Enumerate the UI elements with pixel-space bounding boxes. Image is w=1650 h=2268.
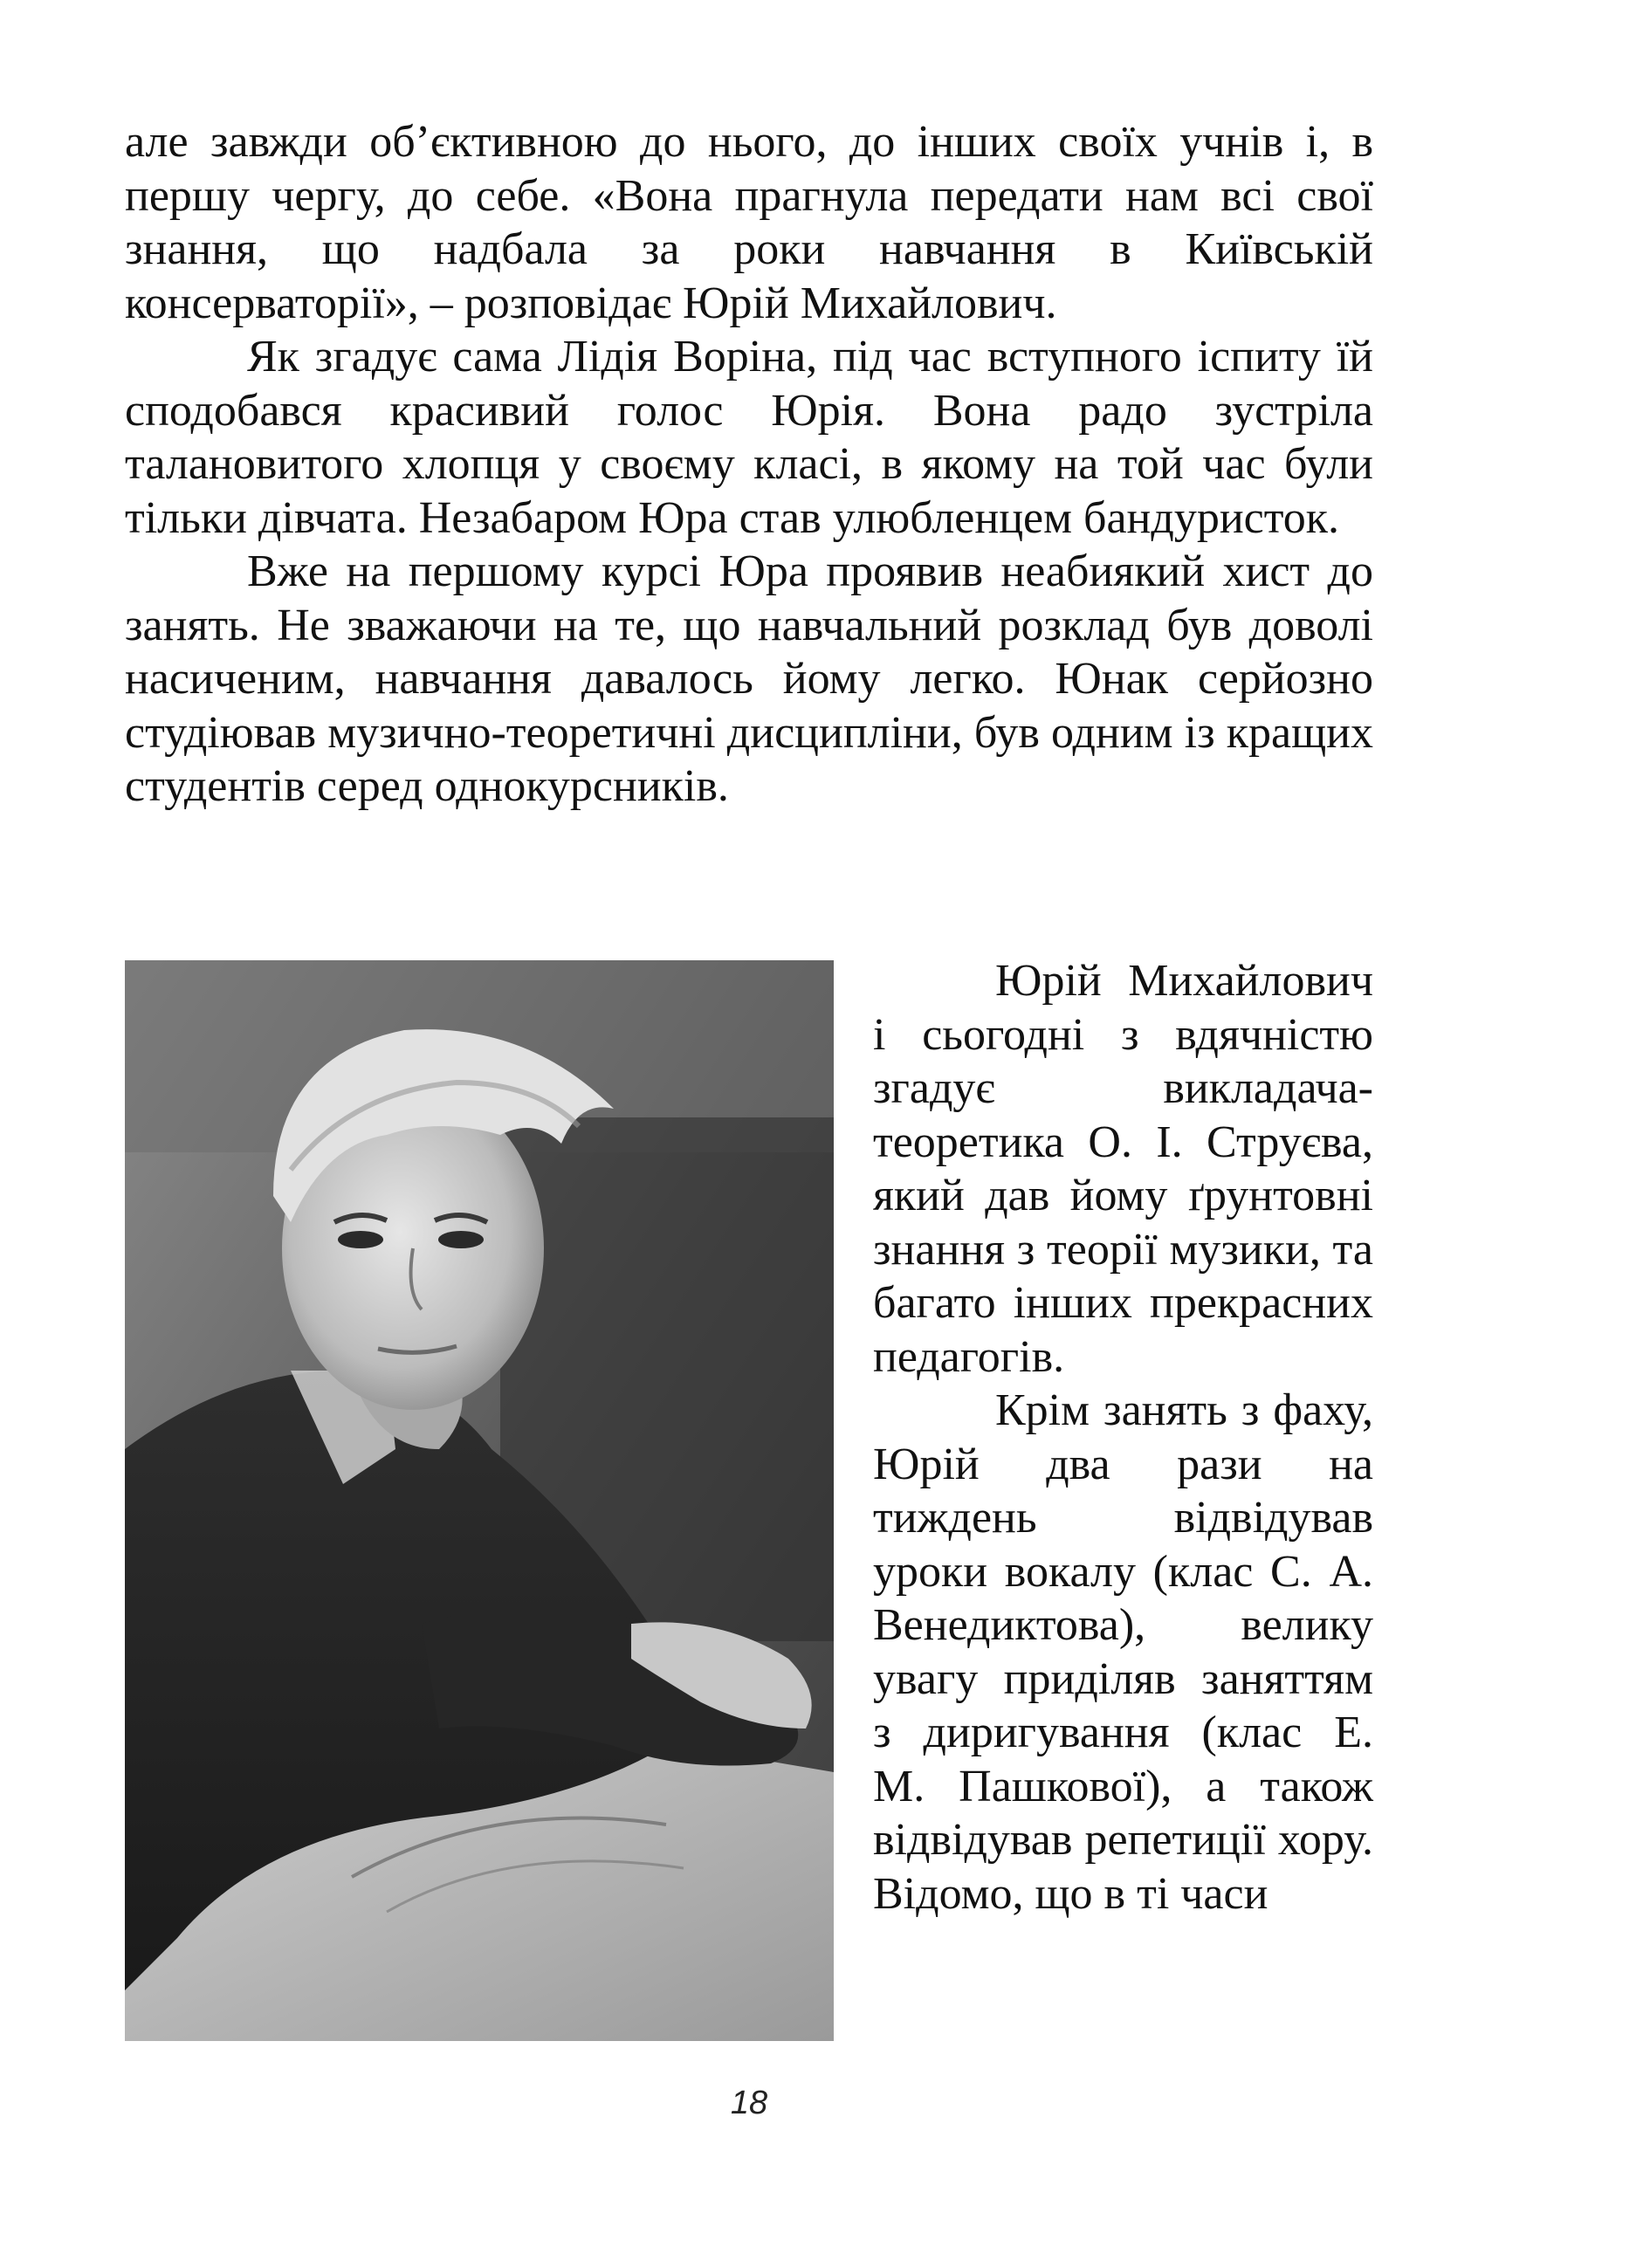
side-paragraph-1: Юрій Михайлович і сьогодні з вдячністю згадує викладача-теоретика О. І. Струєва, який дав йому ґрунтовні знання з теорії музики, та багато інших прекрасних педагогів. [873, 956, 1373, 1382]
paragraph-1: але завжди об’єктивною до нього, до інших своїх учнів і, в першу чергу, до себе. «Вона прагнула передати нам всі свої знання, що надбала за роки навчання в Київській консерваторії», – розповідає Юрій Михайлович. [125, 117, 1373, 328]
side-paragraph-2: Крім занять з фаху, Юрій два рази на тиждень відвідував уроки вокалу (клас С. А. Венедиктова), велику увагу приділяв заняттям з диригування (клас Е. М. Пашкової), а також відвідував репетиції хору. Відомо, що в ті часи [873, 1385, 1373, 1919]
paragraph-3: Вже на першому курсі Юра проявив неабиякий хист до занять. Не зважаючи на те, що навчальний розклад був доволі насиченим, навчання давалось йому легко. Юнак серйозно студіював музично-теоретичні дисципліни, був одним із кращих студентів серед однокурсників. [125, 546, 1373, 811]
main-text-column [125, 115, 1373, 814]
paragraph-2: Як згадує сама Лідія Воріна, під час вступного іспиту їй сподобався красивий голос Юрія. Вона радо зустріла талановитого хлопця у своєму класі, в якому на той час були тільки дівчата. Незабаром Юра став улюбленцем бандуристок. [125, 332, 1373, 543]
page-number: 18 [730, 2085, 768, 2121]
portrait-photo [125, 960, 834, 2041]
side-text-column [873, 954, 1373, 1921]
